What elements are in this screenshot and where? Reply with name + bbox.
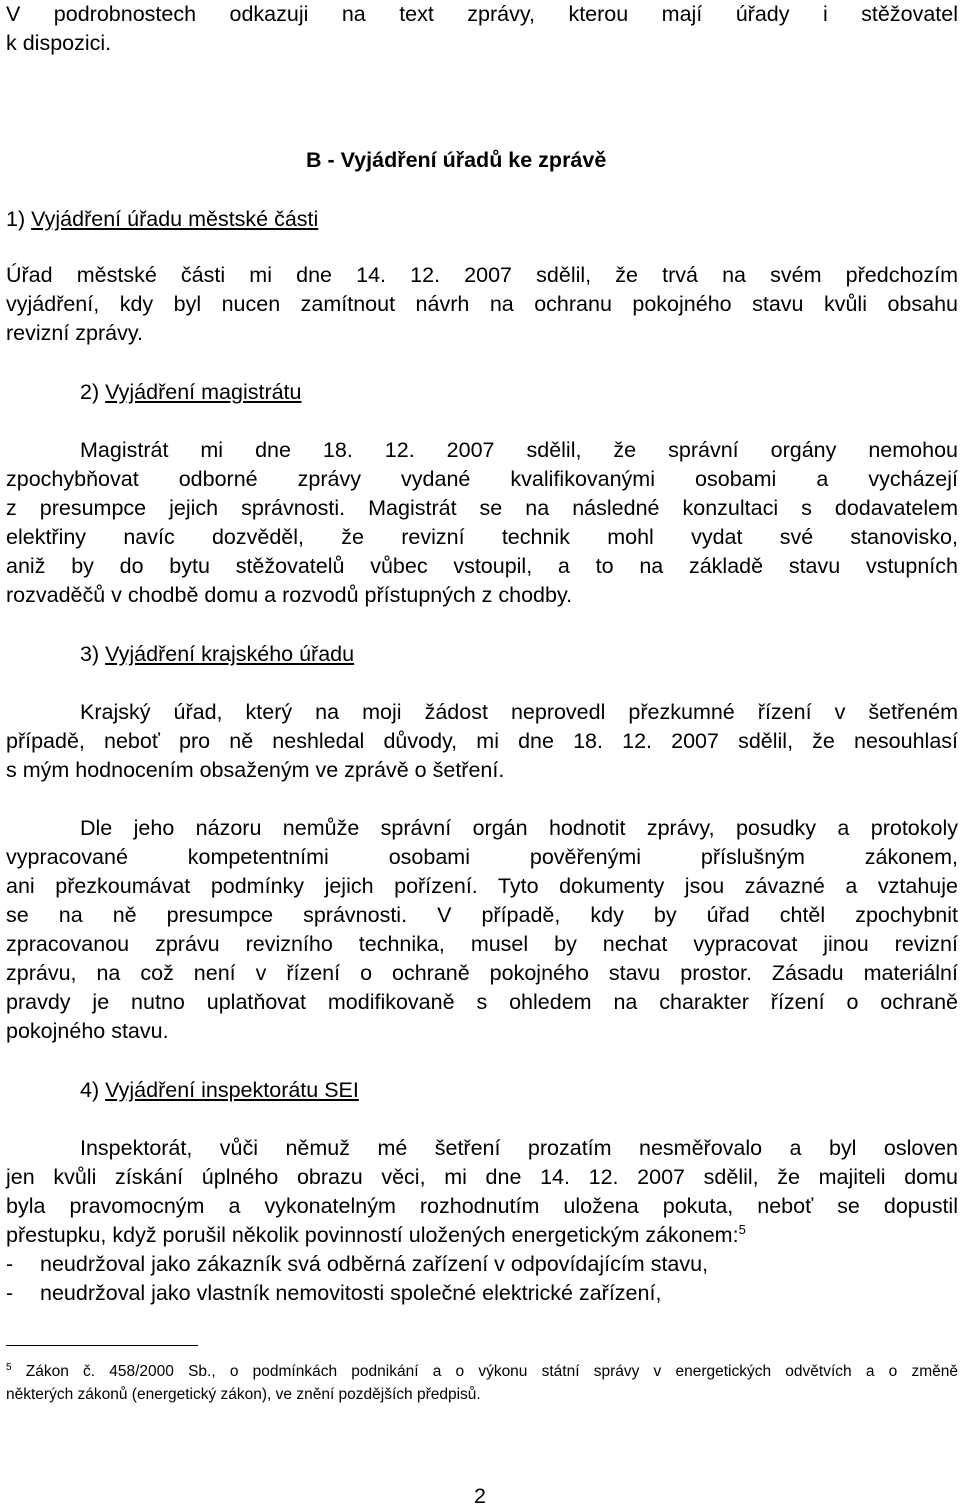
footnote-line xyxy=(6,1360,958,1383)
bullet-item xyxy=(6,1279,661,1308)
paragraph-line: revizní zprávy. xyxy=(6,321,143,345)
paragraph-line: elektřiny navíc dozvěděl, že revizní technik mohl vydat své stanovisko, xyxy=(6,525,958,549)
paragraph-line: vyjádření, kdy byl nucen zamítnout návrh na ochranu pokojného stavu kvůli obsahu xyxy=(6,292,958,316)
paragraph-line: Magistrát mi dne 18. 12. 2007 sdělil, že správní orgány nemohou xyxy=(80,438,958,462)
paragraph-line: pravdy je nutno uplatňovat modifikovaně s ohledem na charakter řízení o ochraně xyxy=(6,990,958,1014)
paragraph-line: zpracovanou zprávu revizního technika, musel by nechat vypracovat jinou revizní xyxy=(6,932,958,956)
paragraph-line: z presumpce jejich správnosti. Magistrát se na následné konzultaci s dodavatelem xyxy=(6,496,958,520)
paragraph-line: zprávu, na což není v řízení o ochraně pokojného stavu prostor. Zásadu materiální xyxy=(6,961,958,985)
page-number: 2 xyxy=(474,1484,486,1508)
subsection-number: 2) xyxy=(80,380,100,404)
paragraph-line: se na ně presumpce správnosti. V případě, kdy by úřad chtěl zpochybnit xyxy=(6,903,958,927)
subsection-number: 1) xyxy=(6,207,26,231)
paragraph-line: rozvaděčů v chodbě domu a rozvodů přístupných z chodby. xyxy=(6,583,573,607)
paragraph-line: případě, neboť pro ně neshledal důvody, mi dne 18. 12. 2007 sdělil, že nesouhlasí xyxy=(6,729,958,753)
footnote-text: Zákon č. 458/2000 Sb., o podmínkách podnikání a o výkonu státní správy v energetických odvětvích a o změně xyxy=(25,1363,958,1380)
bullet-text: neudržoval jako vlastník nemovitosti společné elektrické zařízení, xyxy=(40,1281,662,1305)
footnote-line: některých zákonů (energetický zákon), ve znění pozdějších předpisů. xyxy=(6,1386,481,1403)
paragraph-line: zpochybňovat odborné zprávy vydané kvalifikovanými osobami a vycházejí xyxy=(6,467,958,491)
paragraph-line: jen kvůli získání úplného obrazu věci, mi dne 14. 12. 2007 sdělil, že majiteli domu xyxy=(6,1165,958,1189)
subsection-heading-3 xyxy=(80,640,354,669)
paragraph-line: aniž by do bytu stěžovatelů vůbec vstoupil, a to na základě stavu vstupních xyxy=(6,554,958,578)
subsection-title: Vyjádření magistrátu xyxy=(105,380,302,404)
section-heading: B - Vyjádření úřadů ke zprávě xyxy=(306,148,607,172)
subsection-number: 4) xyxy=(80,1078,100,1102)
paragraph-line: Úřad městské části mi dne 14. 12. 2007 sdělil, že trvá na svém předchozím xyxy=(6,263,958,287)
footnote-number: 5 xyxy=(6,1361,12,1373)
footnote-separator xyxy=(6,1345,198,1346)
subsection-title: Vyjádření úřadu městské části xyxy=(31,207,319,231)
intro-line: k dispozici. xyxy=(6,31,112,55)
paragraph-line: Krajský úřad, který na moji žádost neprovedl přezkumné řízení v šetřeném xyxy=(80,700,958,724)
bullet-item xyxy=(6,1250,708,1279)
paragraph-line: ani přezkoumávat podmínky jejich pořízení. Tyto dokumenty jsou závazné a vztahuje xyxy=(6,874,958,898)
subsection-heading-1 xyxy=(6,205,318,234)
paragraph-line: s mým hodnocením obsaženým ve zprávě o šetření. xyxy=(6,758,505,782)
subsection-number: 3) xyxy=(80,642,100,666)
bullet-marker: - xyxy=(6,1252,14,1276)
bullet-text: neudržoval jako zákazník svá odběrná zařízení v odpovídajícím stavu, xyxy=(40,1252,709,1276)
paragraph-line xyxy=(6,1221,746,1250)
subsection-heading-2 xyxy=(80,378,302,407)
subsection-title: Vyjádření krajského úřadu xyxy=(105,642,355,666)
footnote-reference: 5 xyxy=(738,1221,746,1237)
paragraph-text: přestupku, když porušil několik povinností uložených energetickým zákonem: xyxy=(6,1223,739,1247)
subsection-heading-4 xyxy=(80,1076,359,1105)
paragraph-line: pokojného stavu. xyxy=(6,1019,169,1043)
paragraph-line: byla pravomocným a vykonatelným rozhodnutím uložena pokuta, neboť se dopustil xyxy=(6,1194,958,1218)
paragraph-line: Inspektorát, vůči němuž mé šetření prozatím nesměřovalo a byl osloven xyxy=(80,1136,958,1160)
paragraph-line: vypracované kompetentními osobami pověřenými příslušným zákonem, xyxy=(6,845,958,869)
intro-line: V podrobnostech odkazuji na text zprávy, kterou mají úřady i stěžovatel xyxy=(6,2,958,26)
bullet-marker: - xyxy=(6,1281,14,1305)
paragraph-line: Dle jeho názoru nemůže správní orgán hodnotit zprávy, posudky a protokoly xyxy=(80,816,958,840)
subsection-title: Vyjádření inspektorátu SEI xyxy=(105,1078,359,1102)
